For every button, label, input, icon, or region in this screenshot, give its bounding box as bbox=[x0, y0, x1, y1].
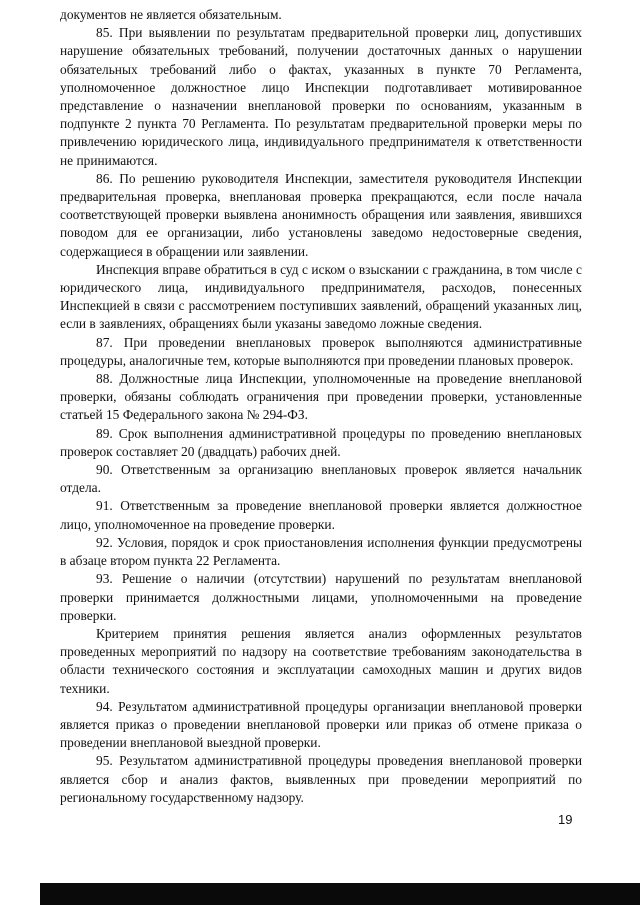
document-body bbox=[60, 6, 582, 807]
paragraph-continuation: документов не является обязательным. bbox=[60, 7, 282, 22]
scan-border bbox=[40, 883, 640, 905]
paragraph-90: 90. Ответственным за организацию внеплановых проверок является начальник отдела. bbox=[60, 462, 582, 496]
paragraph-91: 91. Ответственным за проведение внеплановой проверки является должностное лицо, уполномоченное на проведение проверки. bbox=[60, 498, 582, 532]
paragraph-92: 92. Условия, порядок и срок приостановления исполнения функции предусмотрены в абзаце втором пункта 22 Регламента. bbox=[60, 534, 582, 569]
paragraph-88: 88. Должностные лица Инспекции, уполномоченные на проведение внеплановой проверки, обязаны соблюдать ограничения при проведении проверки, установленные статьей 15 Федерального закона № 294-ФЗ. bbox=[60, 371, 582, 423]
page-number: 19 bbox=[558, 812, 573, 827]
paragraph-86: 86. По решению руководителя Инспекции, заместителя руководителя Инспекции предварительная проверка, внеплановая проверка прекращаются, если после начала соответствующей проверки выявлена анонимность обращения или заявления, явившихся поводом для ее организации, либо установлены заведомо недостоверные сведения, содержащиеся в обращении или заявлении. bbox=[60, 170, 582, 259]
paragraph-95: 95. Результатом административной процедуры проведения внеплановой проверки является сбор и анализ фактов, выявленных при проведении мероприятий по региональному государственному надзору. bbox=[60, 753, 582, 805]
paragraph-93-criteria: Критерием принятия решения является анализ оформленных результатов проведенных мероприятий по надзору на соответствие требованиям законодательства в области технического состояния и эксплуатации самоходных машин и других видов техники. bbox=[60, 625, 582, 696]
paragraph-93: 93. Решение о наличии (отсутствии) нарушений по результатам внеплановой проверки принимается должностными лицами, уполномоченными на проведение проверки. bbox=[60, 571, 582, 623]
paragraph-87: 87. При проведении внеплановых проверок выполняются административные процедуры, аналогичные тем, которые выполняются при проведении плановых проверок. bbox=[60, 334, 582, 368]
paragraph-86-court: Инспекция вправе обратиться в суд с иском о взыскании с гражданина, в том числе с юридического лица, индивидуального предпринимателя, расходов, понесенных Инспекцией в связи с рассмотрением поступивших заявлений, обращений указанных лиц, если в заявлениях, обращениях были указаны заведомо ложные сведения. bbox=[60, 261, 582, 332]
paragraph-85: 85. При выявлении по результатам предварительной проверки лиц, допустивших нарушение обязательных требований, получении достаточных данных о нарушении обязательных требований либо о фактах, указанных в пункте 70 Регламента, уполномоченное должностное лицо Инспекции подготавливает мотивированное представление о назначении внеплановой проверки по основаниям, указанным в подпункте 2 пункта 70 Регламента. По результатам предварительной проверки меры по привлечению юридического лица, индивидуального предпринимателя к ответственности не принимаются. bbox=[60, 25, 582, 168]
paragraph-94: 94. Результатом административной процедуры организации внеплановой проверки является приказ о проведении внеплановой проверки или приказ об отмене приказа о проведении внеплановой выездной проверки. bbox=[60, 698, 582, 751]
paragraph-89: 89. Срок выполнения административной процедуры по проведению внеплановых проверок составляет 20 (двадцать) рабочих дней. bbox=[60, 425, 582, 459]
